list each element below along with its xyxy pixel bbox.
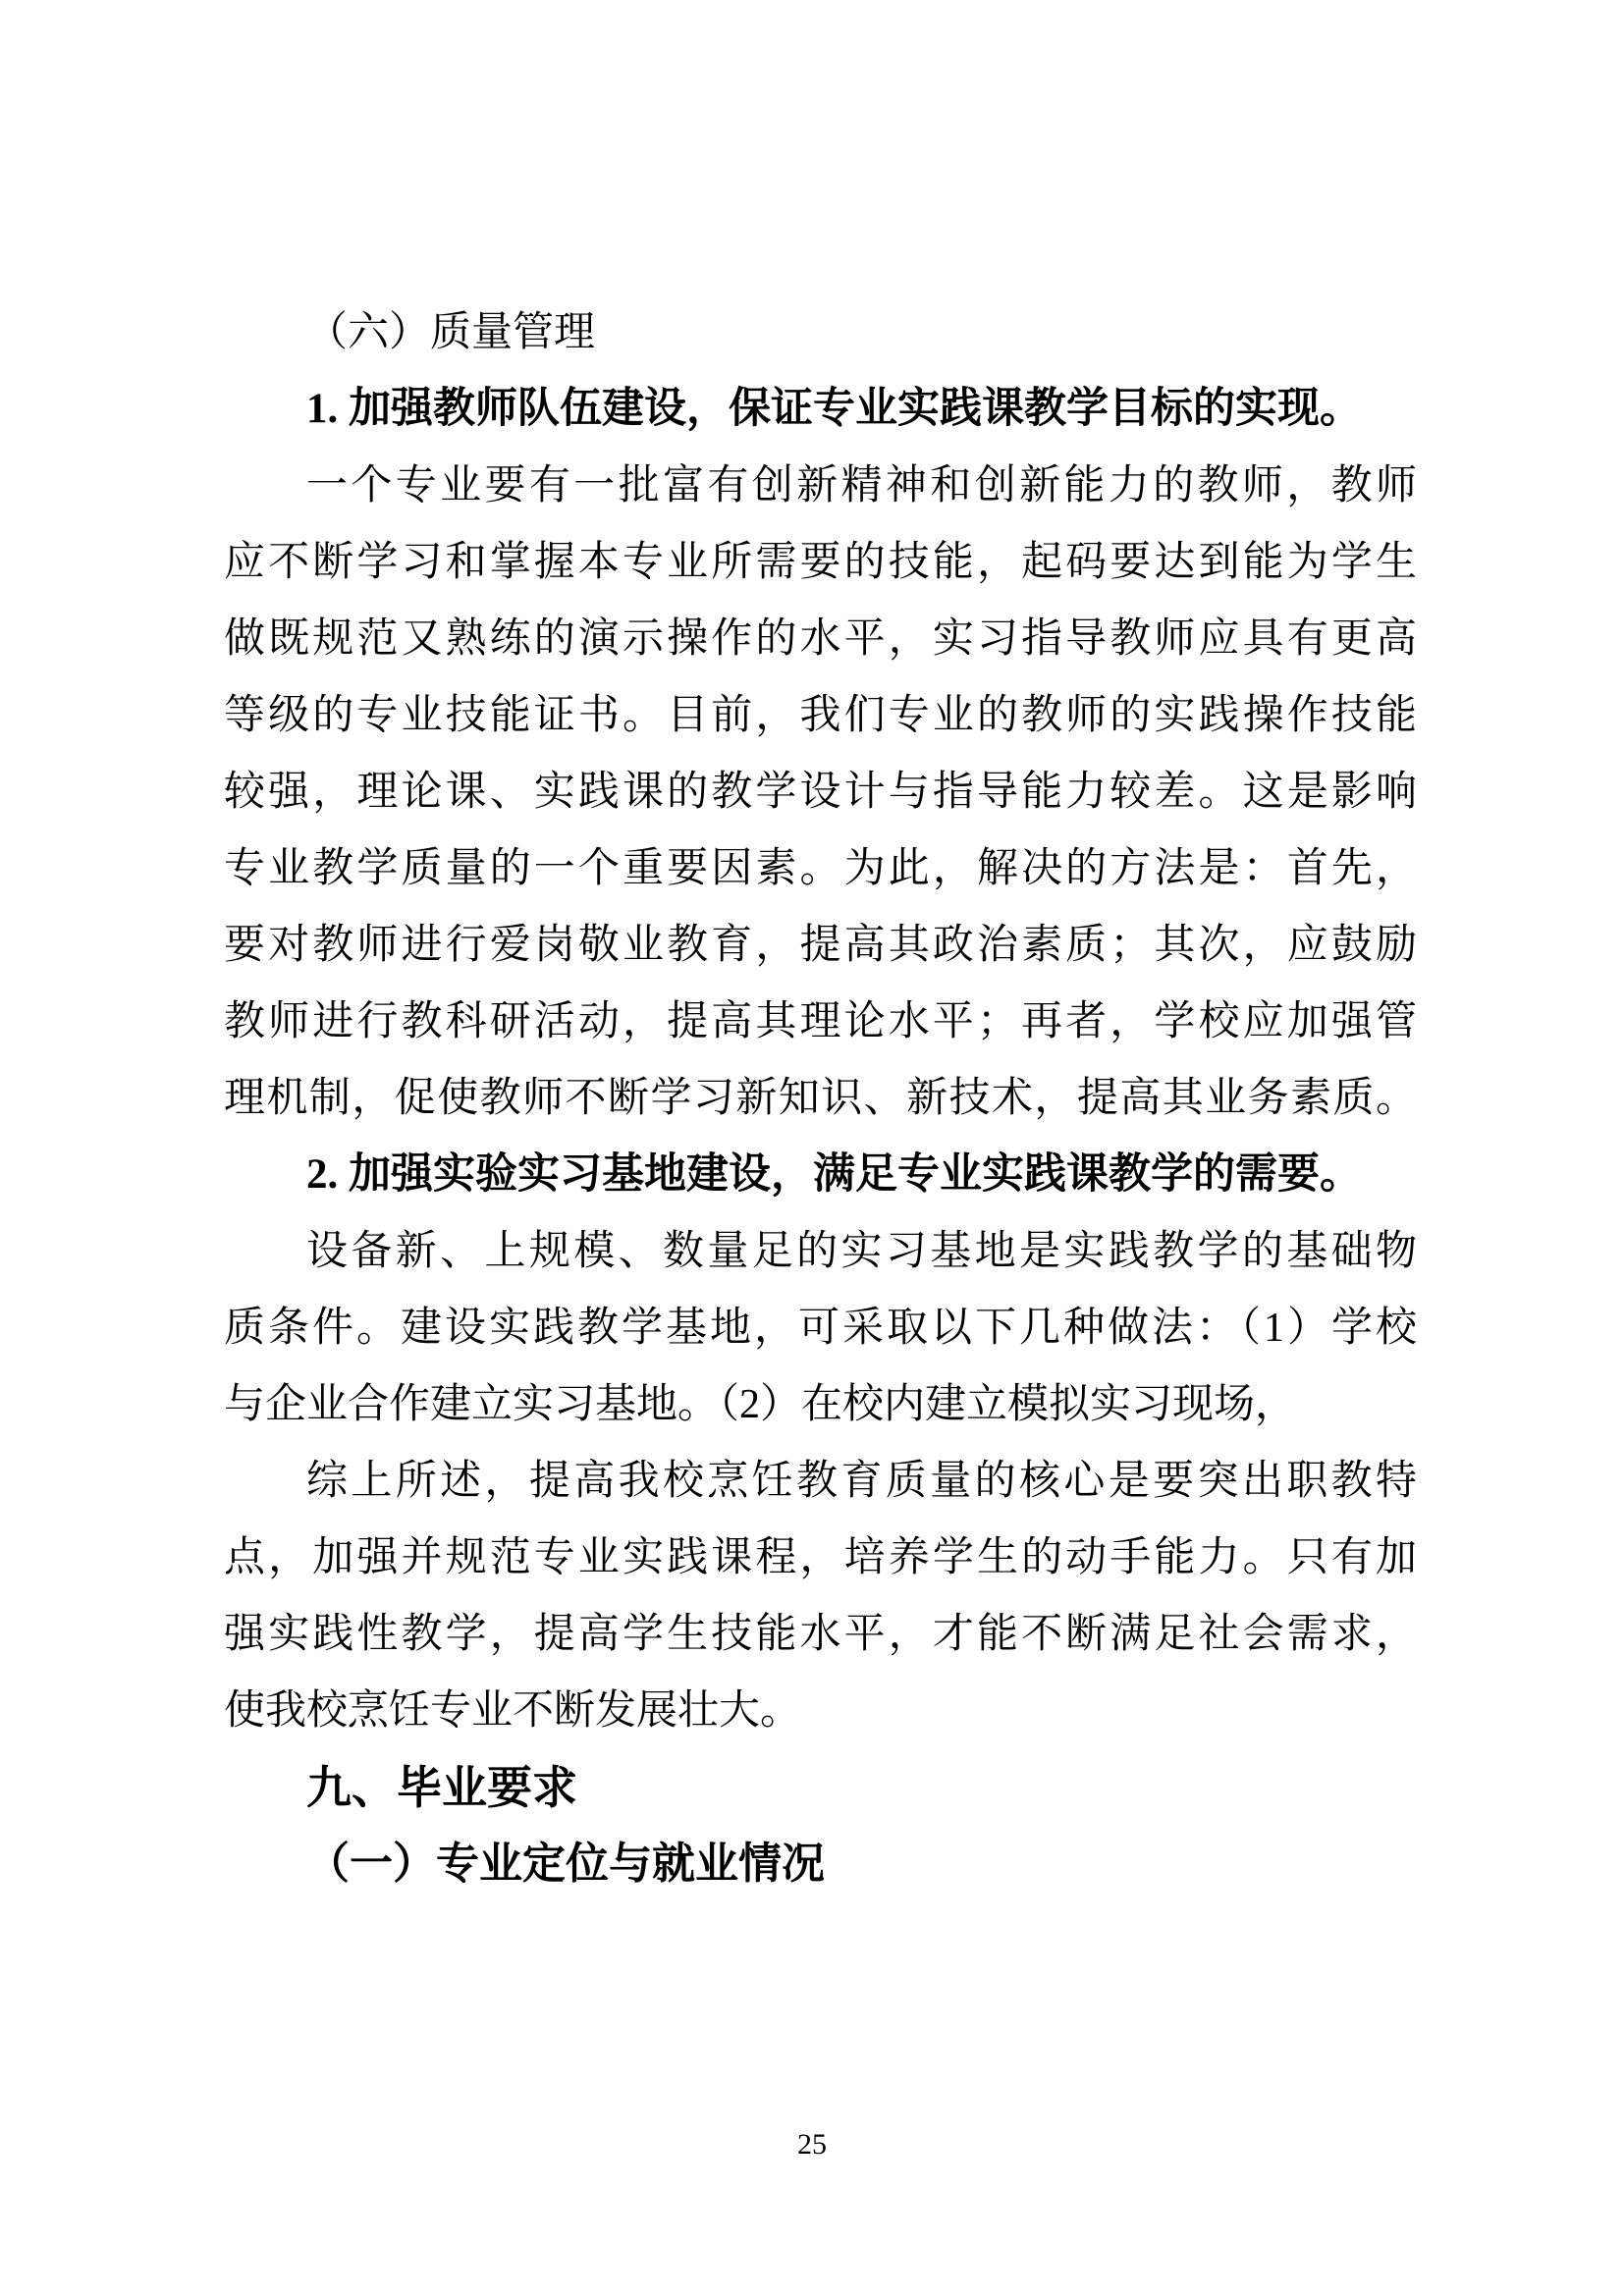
text-line: 等级的专业技能证书。目前，我们专业的教师的实践操作技能 — [224, 693, 1417, 738]
text-line: 要对教师进行爱岗敬业教育，提高其政治素质；其次，应鼓励 — [224, 923, 1417, 968]
text-line: 综上所述，提高我校烹饪教育质量的核心是要突出职教特 — [306, 1459, 1417, 1504]
text-line: 专业教学质量的一个重要因素。为此，解决的方法是：首先， — [224, 846, 1417, 891]
section-heading-quality-management — [224, 294, 1417, 371]
text-line: 教师进行教科研活动，提高其理论水平；再者，学校应加强管 — [224, 999, 1417, 1044]
text-line: 较强，理论课、实践课的教学设计与指导能力较差。这是影响 — [224, 770, 1417, 815]
body-paragraph-teacher-team — [224, 448, 1417, 1137]
text-line: （六）质量管理 — [306, 310, 596, 355]
text-line: 九、毕业要求 — [306, 1762, 577, 1813]
body-paragraph-summary — [224, 1443, 1417, 1749]
text-line: 设备新、上规模、数量足的实习基地是实践教学的基础物 — [306, 1229, 1417, 1274]
numbered-heading-1 — [224, 371, 1417, 448]
numbered-heading-2 — [224, 1137, 1417, 1213]
text-line: 点，加强并规范专业实践课程，培养学生的动手能力。只有加 — [224, 1535, 1417, 1580]
text-line: 使我校烹饪专业不断发展壮大。 — [224, 1688, 802, 1734]
text-line: 做既规范又熟练的演示操作的水平，实习指导教师应具有更高 — [224, 616, 1417, 662]
text-line: 1. 加强教师队伍建设，保证专业实践课教学目标的实现。 — [306, 386, 1362, 432]
text-line: 与企业合作建立实习基地。（2）在校内建立模拟实习现场， — [224, 1382, 1297, 1427]
text-line: 理机制，促使教师不断学习新知识、新技术，提高其业务素质。 — [224, 1076, 1417, 1121]
text-line: 质条件。建设实践教学基地，可采取以下几种做法：（1）学校 — [224, 1306, 1417, 1351]
text-line: 2. 加强实验实习基地建设，满足专业实践课教学的需要。 — [306, 1151, 1362, 1198]
text-line: 强实践性教学，提高学生技能水平，才能不断满足社会需求， — [224, 1612, 1417, 1657]
text-line: 应不断学习和掌握本专业所需要的技能，起码要达到能为学生 — [224, 540, 1417, 585]
body-paragraph-training-base — [224, 1213, 1417, 1443]
sub-heading-positioning-employment — [224, 1826, 1417, 1902]
chapter-heading-graduation-requirements — [224, 1749, 1417, 1826]
text-line: （一）专业定位与就业情况 — [306, 1840, 825, 1888]
page-number: 25 — [797, 2128, 827, 2161]
document-content — [224, 294, 1417, 1902]
text-line: 一个专业要有一批富有创新精神和创新能力的教师，教师 — [306, 463, 1417, 508]
